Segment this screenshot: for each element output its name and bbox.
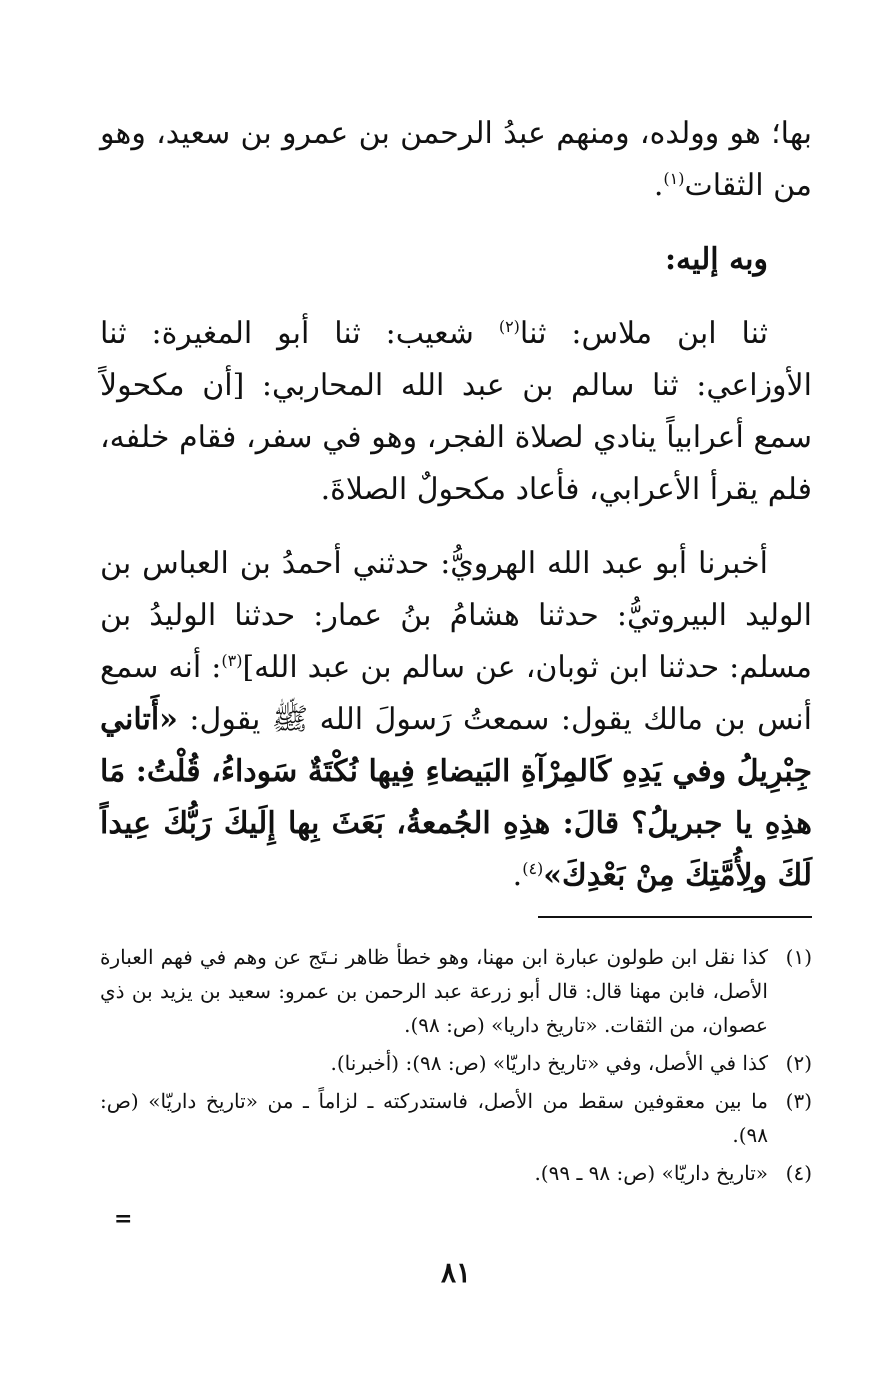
book-page: [100, 108, 812, 1308]
hadith-text: «أَتاني جِبْرِيلُ وفي يَدِهِ كَالمِرْآةِ البَيضاءِ فِيها نُكْتَةٌ سَوداءُ، قُلْتُ: مَا هذِهِ يا جبريلُ؟ قالَ: هذِهِ الجُمعةُ، بَعَثَ بِها إِلَيكَ رَبُّكَ عِيداً لَكَ ولِأُمَّتِكَ مِنْ بَعْدِكَ»: [100, 702, 812, 893]
footnote-3: [100, 1084, 812, 1152]
footnote-text: «تاريخ داريّا» (ص: ٩٨ ـ ٩٩).: [534, 1161, 768, 1185]
footnote-number: (٣): [785, 1089, 812, 1113]
paragraph-2: [100, 308, 812, 516]
footnote-number: (٢): [785, 1051, 812, 1075]
footnote-ref-1[interactable]: (١): [663, 169, 685, 188]
footnote-1: [100, 940, 812, 1042]
paragraph-2-part2: شعيب: ثنا أبو المغيرة: ثنا الأوزاعي: ثنا سالم بن عبد الله المحاربي: [أن مكحولاً سمع أعرابياً ينادي لصلاة الفجر، وهو في سفر، فقام خلفه، فلم يقرأ الأعرابي، فأعاد مكحولٌ الصلاةَ.: [100, 316, 812, 507]
footnote-text: كذا في الأصل، وفي «تاريخ داريّا» (ص: ٩٨): (أخبرنا).: [330, 1051, 768, 1075]
paragraph-3: [100, 538, 812, 902]
footnote-ref-3[interactable]: (٣): [221, 651, 243, 670]
page-number: ٨١: [440, 1256, 472, 1289]
paragraph-3-end: .: [512, 858, 523, 893]
paragraph-2-part1: ثنا ابن ملاس: ثنا: [519, 316, 768, 351]
continuation-mark: =: [114, 1206, 133, 1232]
main-text: [100, 108, 812, 902]
paragraph-1-end: .: [653, 168, 664, 203]
footnotes: [100, 940, 812, 1194]
paragraph-3-part1: أخبرنا أبو عبد الله الهرويُّ: حدثني أحمدُ بن العباس بن الوليد البيروتيُّ: حدثنا هشامُ بنُ عمار: حدثنا الوليدُ بن مسلم: حدثنا ابن ثوبان، عن سالم بن عبد الله]: [100, 546, 812, 685]
footnote-text: كذا نقل ابن طولون عبارة ابن مهنا، وهو خطأ ظاهر نـتَج عن وهم في فهم العبارة الأصل، فابن مهنا قال: قال أبو زرعة عبد الرحمن بن عمرو: سعيد بن يزيد بن ذي عصوان، من الثقات. «تاريخ داريا» (ص: ٩٨).: [100, 945, 768, 1037]
footnote-ref-4[interactable]: (٤): [522, 859, 544, 878]
footnote-divider: [538, 916, 812, 918]
footnote-4: [100, 1156, 812, 1190]
footnote-2: [100, 1046, 812, 1080]
paragraph-1: [100, 108, 812, 212]
paragraph-3-part2: : أنه سمع أنس بن مالك يقول: سمعتُ رَسولَ الله ﷺ يقول:: [100, 650, 812, 737]
footnote-number: (٤): [785, 1161, 812, 1185]
footnote-number: (١): [785, 945, 812, 969]
paragraph-1-text: بها؛ هو وولده، ومنهم عبدُ الرحمن بن عمرو بن سعيد، وهو من الثقات: [100, 116, 812, 203]
footnote-text: ما بين معقوفين سقط من الأصل، فاستدركته ـ لزاماً ـ من «تاريخ داريّا» (ص: ٩٨).: [100, 1089, 768, 1147]
footnote-ref-2[interactable]: (٢): [498, 317, 520, 336]
section-heading: وبه إليه:: [664, 242, 768, 277]
